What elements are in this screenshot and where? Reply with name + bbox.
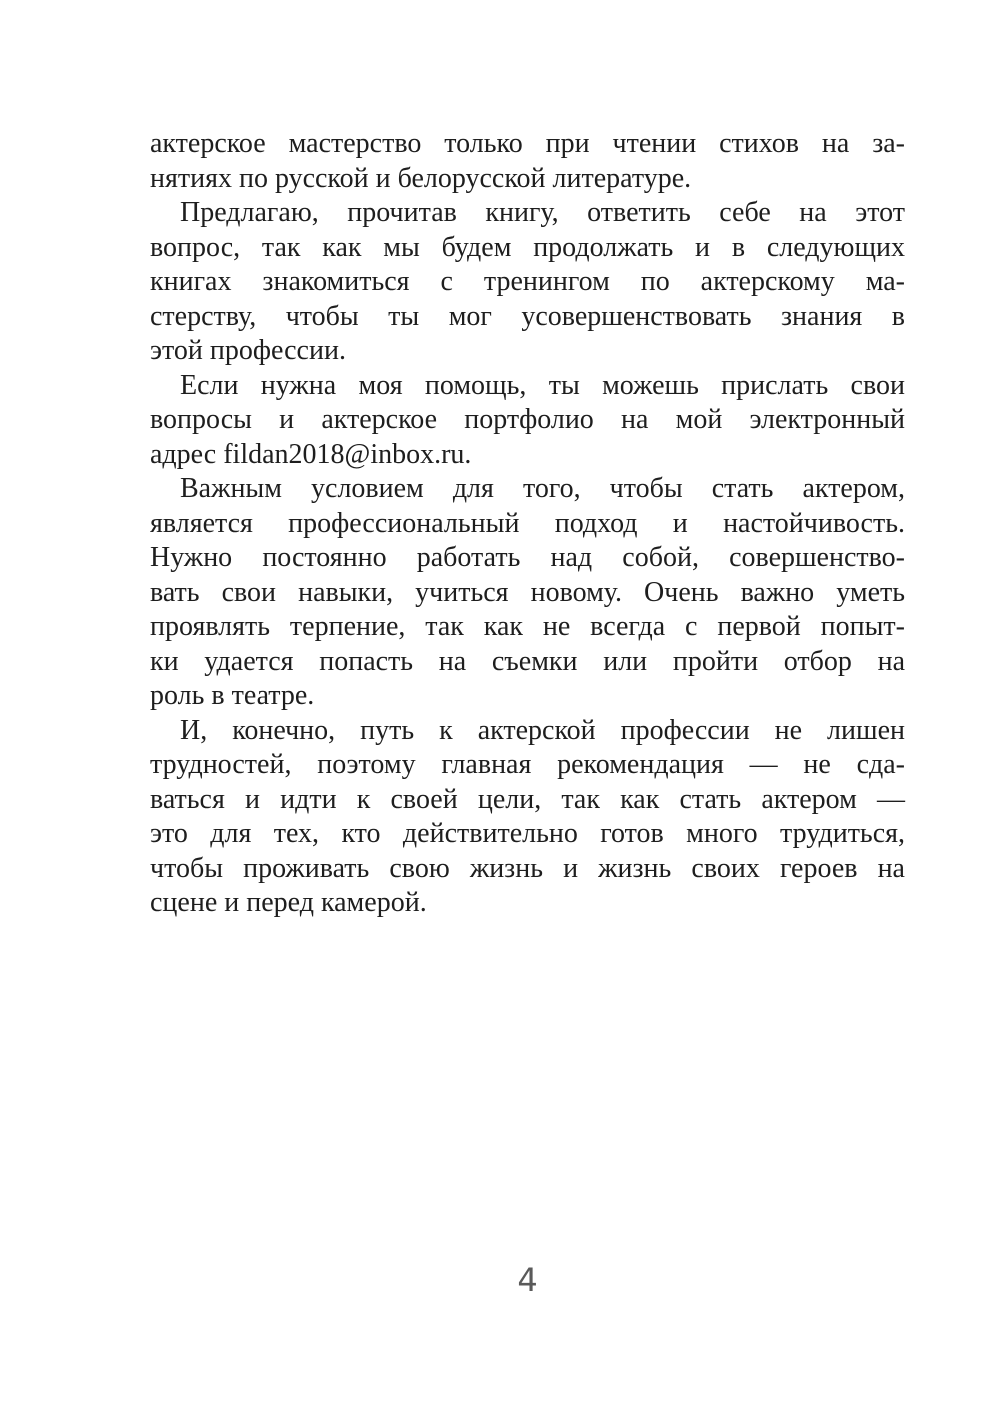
- text-line: Предлагаю, прочитав книгу, ответить себе на этот: [180, 197, 905, 228]
- paragraph: [150, 472, 905, 714]
- text-block: [150, 127, 905, 921]
- text-line: сцене и перед камерой.: [150, 887, 427, 918]
- text-line: проявлять терпение, так как не всегда с первой попыт-: [150, 611, 905, 642]
- text-line: ки удается попасть на съемки или пройти отбор на: [150, 645, 905, 677]
- text-line: адрес fildan2018@inbox.ru.: [150, 438, 472, 470]
- text-line: ваться и идти к своей цели, так как стать актером —: [150, 783, 905, 815]
- text-line: чтобы проживать свою жизнь и жизнь своих героев на: [150, 852, 905, 884]
- text-line: Нужно постоянно работать над собой, совершенство-: [150, 542, 905, 573]
- text-line: трудностей, поэтому главная рекомендация — не сда-: [150, 749, 905, 780]
- text-line: это для тех, кто действительно готов много трудиться,: [150, 818, 905, 849]
- paragraph: [150, 369, 905, 473]
- text-line: книгах знакомиться с тренингом по актерскому ма-: [150, 266, 905, 297]
- text-line: И, конечно, путь к актерской профессии не лишен: [180, 714, 905, 746]
- text-line: Если нужна моя помощь, ты можешь прислать свои: [180, 369, 905, 401]
- paragraph: [150, 127, 905, 196]
- text-line: актерское мастерство только при чтении стихов на за-: [150, 128, 905, 159]
- text-line: этой профессии.: [150, 335, 346, 366]
- text-line: вопросы и актерское портфолио на мой электронный: [150, 404, 905, 435]
- text-line: роль в театре.: [150, 680, 315, 711]
- text-line: вопрос, так как мы будем продолжать и в следующих: [150, 231, 905, 263]
- paragraph: [150, 714, 905, 921]
- text-line: Важным условием для того, чтобы стать актером,: [180, 473, 905, 504]
- paragraph: [150, 196, 905, 369]
- text-line: нятиях по русской и белорусской литературе.: [150, 162, 692, 194]
- text-line: является профессиональный подход и настойчивость.: [150, 507, 905, 539]
- page-number: 4: [517, 1261, 538, 1299]
- text-line: вать свои навыки, учиться новому. Очень важно уметь: [150, 576, 905, 608]
- text-line: стерству, чтобы ты мог усовершенствовать знания в: [150, 300, 905, 332]
